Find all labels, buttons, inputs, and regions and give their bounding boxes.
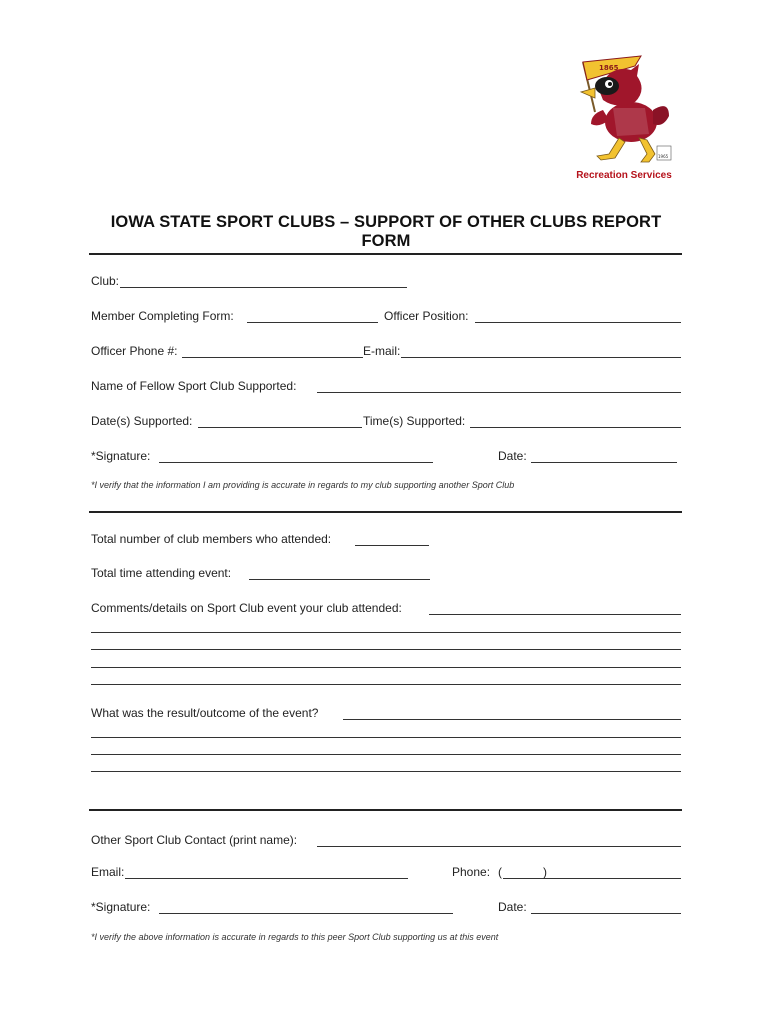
club-field[interactable] [120,287,407,288]
member-field[interactable] [247,322,378,323]
time-attending-row [91,566,681,584]
comments-row [91,601,681,619]
contact-signature-row [91,900,681,918]
phone-open-paren: ( [498,865,502,879]
recreation-services-logo [565,50,683,185]
times-field[interactable] [470,427,681,428]
times-label: Time(s) Supported: [363,414,466,428]
contact-signature-field[interactable] [159,913,453,914]
form-title: IOWA STATE SPORT CLUBS – SUPPORT OF OTHER CLUBS REPORT FORM [110,213,662,250]
cardinal-mascot-icon [569,50,679,170]
contact-date-label: Date: [498,900,527,914]
result-field[interactable] [343,719,681,720]
date-label: Date: [498,449,527,463]
phone-field[interactable] [503,878,681,879]
seal-year: 1965 [658,154,669,159]
result-line[interactable] [91,754,681,755]
contact-label: Other Sport Club Contact (print name): [91,833,298,847]
contact-email-row [91,865,681,883]
result-label: What was the result/outcome of the event? [91,706,319,720]
pennant-text: 1865 [599,64,619,72]
comments-line[interactable] [91,649,681,650]
officer-position-field[interactable] [475,322,681,323]
contact-email-field[interactable] [125,878,408,879]
fellow-club-row [91,379,681,397]
officer-position-label: Officer Position: [384,309,469,323]
members-attended-field[interactable] [355,545,429,546]
fellow-club-field[interactable] [317,392,681,393]
member-row [91,309,681,327]
members-attended-label: Total number of club members who attended: [91,532,332,546]
signature-row [91,449,681,467]
comments-field[interactable] [429,614,681,615]
club-label: Club: [91,274,120,288]
email-label: E-mail: [363,344,401,358]
logo-caption: Recreation Services [576,170,672,181]
dates-row [91,414,681,432]
contact-row [91,833,681,851]
comments-line[interactable] [91,667,681,668]
verify-note: *I verify the above information is accurate in regards to this peer Sport Club supporting us at this event [91,932,499,942]
club-row [91,274,681,292]
fellow-club-label: Name of Fellow Sport Club Supported: [91,379,297,393]
dates-field[interactable] [198,427,362,428]
contact-field[interactable] [317,846,681,847]
members-attended-row [91,532,681,550]
date-field[interactable] [531,462,677,463]
comments-line[interactable] [91,632,681,633]
member-label: Member Completing Form: [91,309,234,323]
comments-line[interactable] [91,684,681,685]
section-divider [89,511,682,513]
verify-note: *I verify that the information I am providing is accurate in regards to my club supporting another Sport Club [91,480,515,490]
contact-email-label: Email: [91,865,125,879]
title-divider [89,253,682,255]
officer-phone-label: Officer Phone #: [91,344,178,358]
result-line[interactable] [91,771,681,772]
phone-label: Phone: [452,865,491,879]
contact-date-field[interactable] [531,913,681,914]
email-field[interactable] [401,357,681,358]
comments-label: Comments/details on Sport Club event your club attended: [91,601,402,615]
signature-label: *Signature: [91,449,151,463]
dates-label: Date(s) Supported: [91,414,193,428]
contact-signature-label: *Signature: [91,900,151,914]
officer-phone-row [91,344,681,362]
time-attending-field[interactable] [249,579,430,580]
section-divider [89,809,682,811]
signature-field[interactable] [159,462,433,463]
result-row [91,706,681,724]
officer-phone-field[interactable] [182,357,363,358]
result-line[interactable] [91,737,681,738]
time-attending-label: Total time attending event: [91,566,232,580]
phone-close-paren: ) [543,865,547,879]
